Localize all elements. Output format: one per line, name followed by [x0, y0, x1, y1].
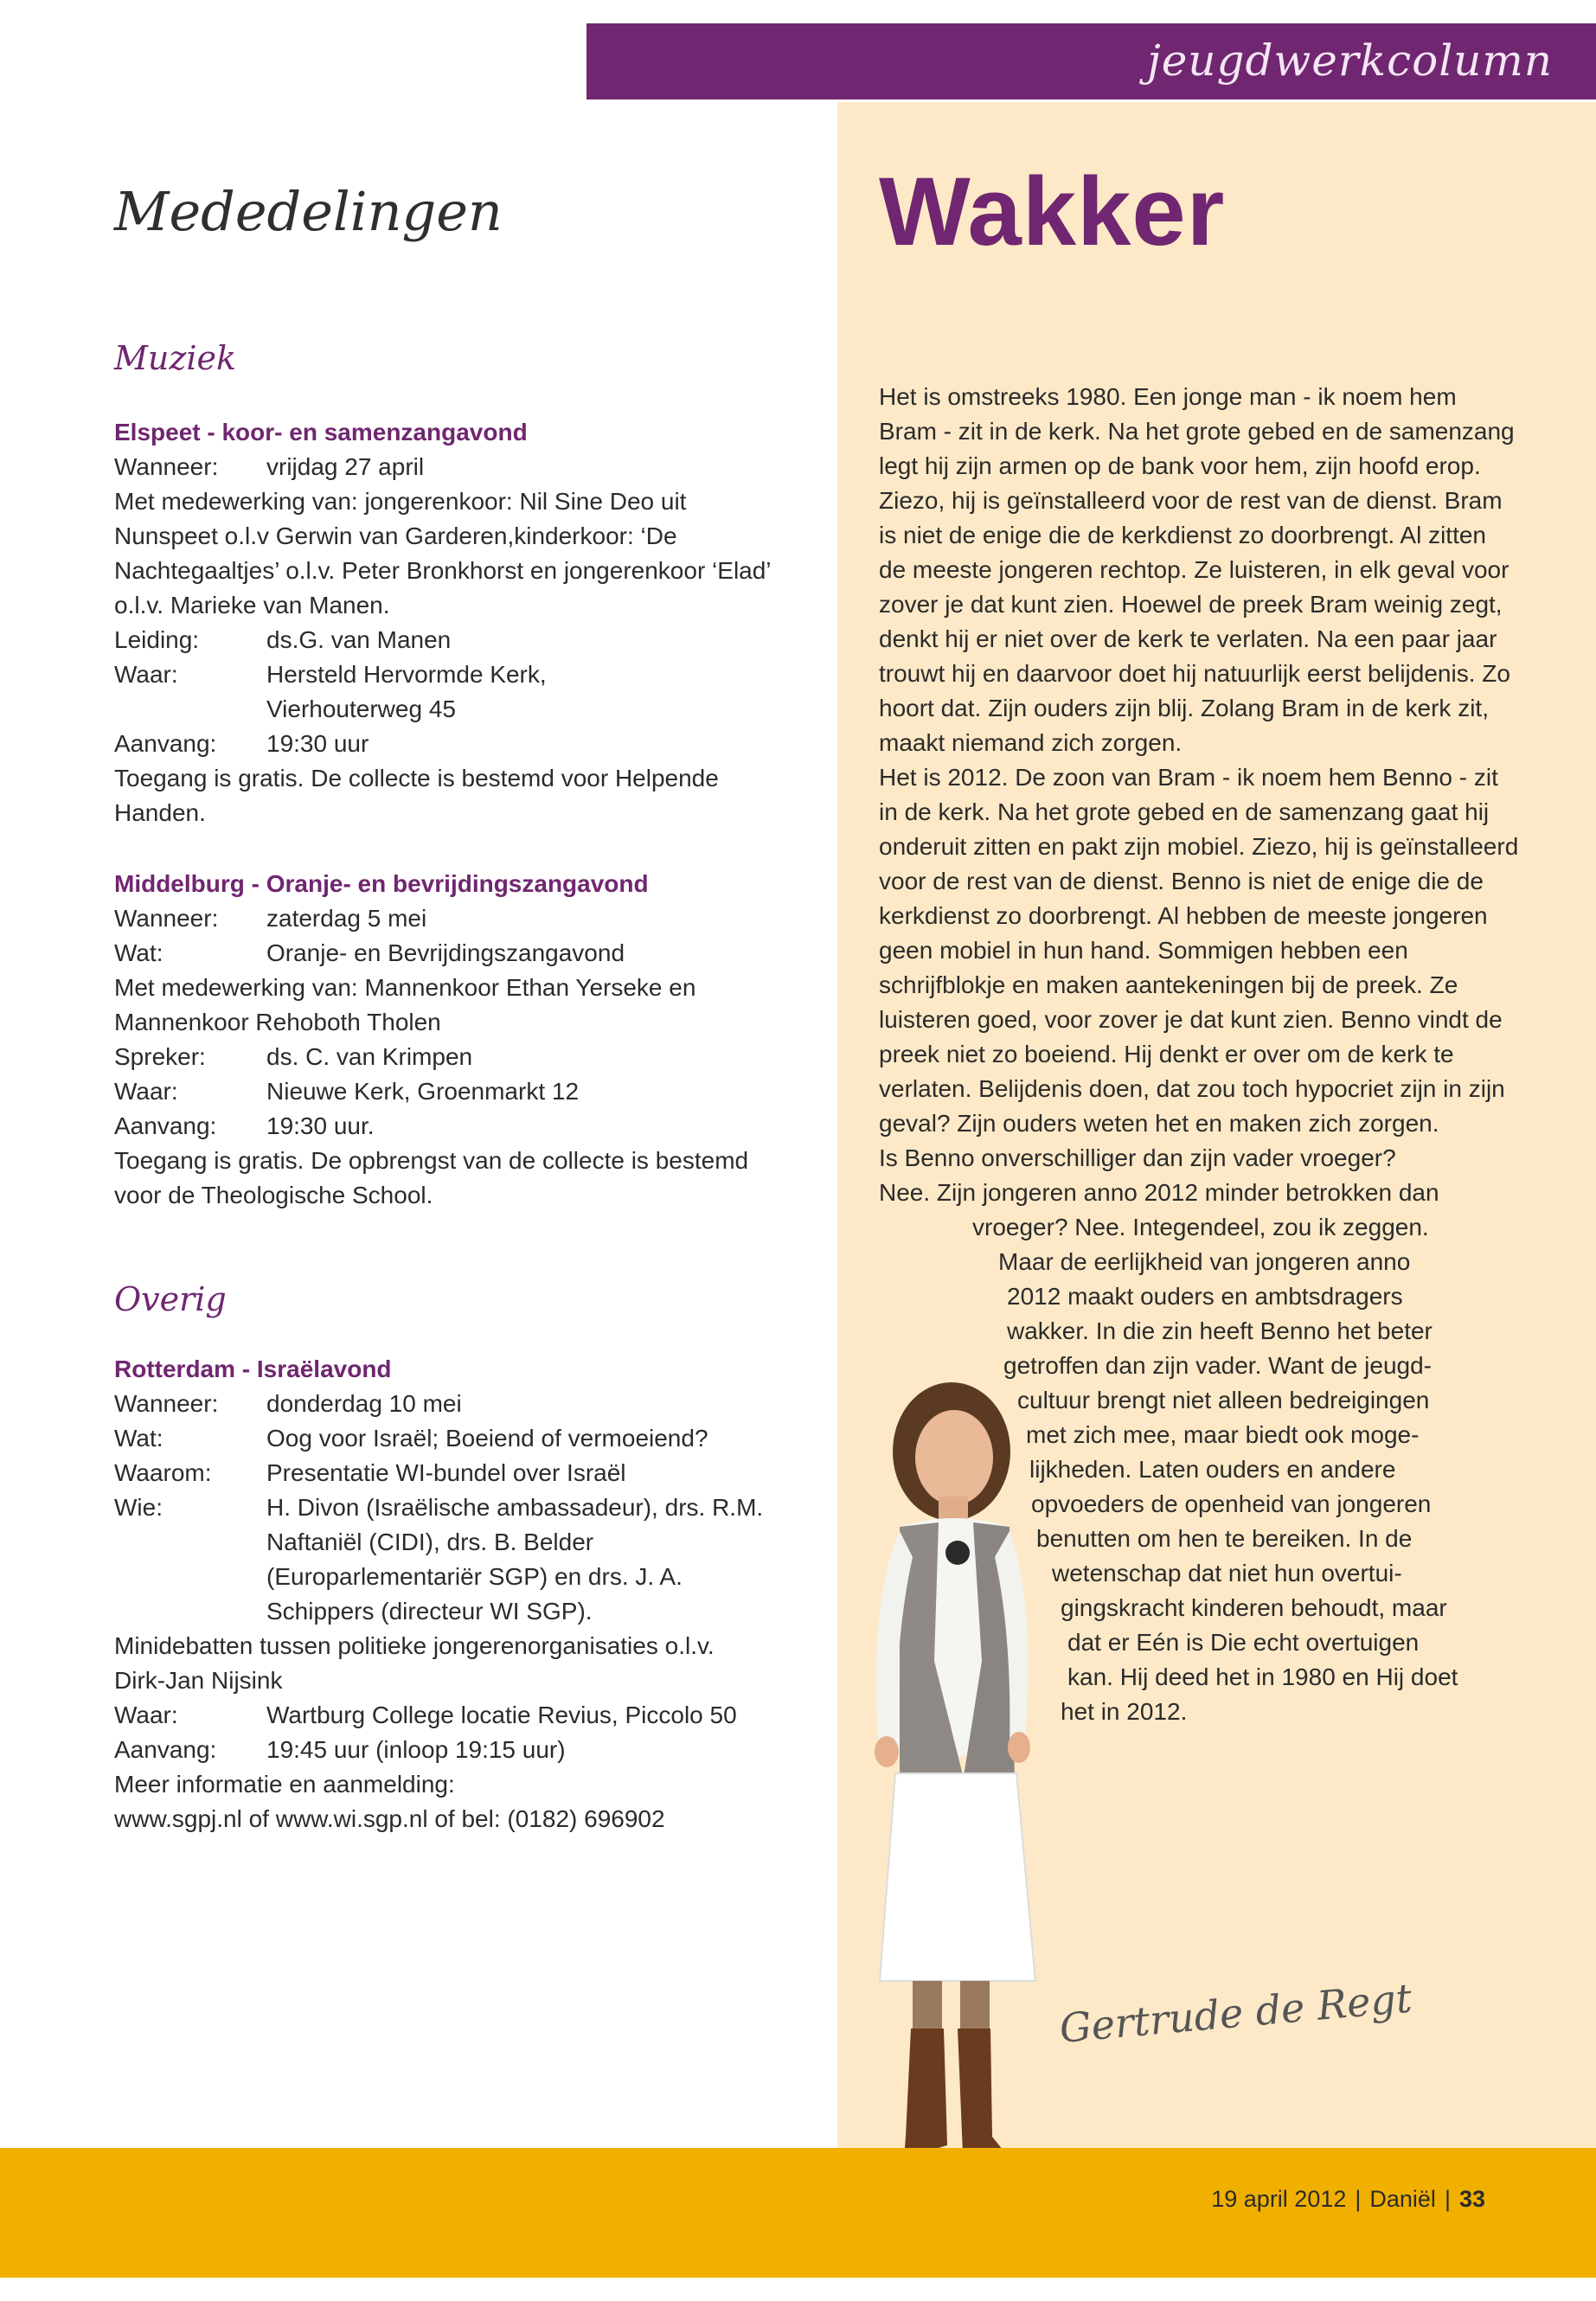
footer-bar	[0, 2148, 1596, 2278]
event-title: Middelburg - Oranje- en bevrijdingszangavond	[114, 870, 649, 897]
event-row: Wanneer: zaterdag 5 mei	[114, 905, 427, 932]
event-row: Wat: Oranje- en Bevrijdingszangavond	[114, 939, 625, 966]
article-paragraph: Het is omstreeks 1980. Een jonge man - ik noem hem Bram - zit in de kerk. Na het grote gebed en de samenzang legt hij zijn armen op de bank voor hem, zijn hoofd erop. Ziezo, hij is geïnstalleerd voor de rest van de dienst. Bram is niet de enige die de kerkdienst zo doorbrengt. Al zitten de meeste jongeren rechtop. Ze luisteren, in elk geval voor zover je dat kunt zien. Hoewel de preek Bram weinig zegt, denkt hij er niet over de kerk te verlaten. Na een paar jaar trouwt hij en daarvoor doet hij natuurlijk eerst belijdenis. Zo hoort dat. Zijn ouders zijn blij. Zolang Bram in de kerk zit, maakt niemand zich zorgen.	[879, 383, 1515, 756]
event-text: Toegang is gratis. De opbrengst van de collecte is bestemd voor de Theologische School.	[114, 1147, 749, 1208]
event-title: Rotterdam - Israëlavond	[114, 1356, 392, 1382]
event-row: Waar: Wartburg College locatie Revius, Piccolo 50	[114, 1702, 737, 1728]
event-text: Meer informatie en aanmelding:	[114, 1771, 455, 1798]
event-elspeet	[114, 415, 772, 830]
event-rotterdam	[114, 1352, 772, 1836]
event-row: Wanneer: donderdag 10 mei	[114, 1390, 462, 1417]
event-text: Minidebatten tussen politieke jongerenorganisaties o.l.v. Dirk-Jan Nijsink	[114, 1632, 715, 1694]
event-contact: www.sgpj.nl of www.wi.sgp.nl of bel: (0182) 696902	[114, 1805, 665, 1832]
event-row: Waar: Hersteld Hervormde Kerk, Vierhouterweg 45	[114, 661, 547, 722]
event-row: Waar: Nieuwe Kerk, Groenmarkt 12	[114, 1078, 580, 1105]
event-row: Wie: H. Divon (Israëlische ambassadeur), drs. R.M. Naftaniël (CIDI), drs. B. Belder (Europarlementariër SGP) en drs. J. A. Schippers (directeur WI SGP).	[114, 1494, 764, 1625]
article-paragraph: Het is 2012. De zoon van Bram - ik noem hem Benno - zit in de kerk. Na het grote gebed en de samenzang gaat hij onderuit zitten en pakt zijn mobiel. Ziezo, hij is geïnstalleerd voor de rest van de dienst. Benno is niet de enige die de kerkdienst zo doorbrengt. Al hebben de meeste jongeren geen mobiel in hun hand. Sommigen hebben een schrijfblokje en maken aantekeningen bij de preek. Ze luisteren goed, voor zover je dat kunt zien. Benno vindt de preek niet zo boeiend. Hij denkt er over om de kerk te verlaten. Belijdenis doen, dat zou toch hypocriet zijn in zijn geval? Zijn ouders weten het en maken zich zorgen.	[879, 764, 1519, 1137]
footer-magazine: Daniël	[1369, 2186, 1436, 2212]
announcements-title: Mededelingen	[114, 180, 503, 243]
event-row: Waarom: Presentatie WI-bundel over Israël	[114, 1459, 626, 1486]
event-row: Wanneer: vrijdag 27 april	[114, 453, 425, 480]
column-label: jeugdwerkcolumn	[1147, 35, 1553, 86]
event-text: Toegang is gratis. De collecte is bestemd voor Helpende Handen.	[114, 765, 719, 826]
page-number: 33	[1458, 2186, 1485, 2212]
article-closing-paragraph: Is Benno onverschilliger dan zijn vader vroeger? Nee. Zijn jongeren anno 2012 minder betrokken dan vroeger? Nee. Integendeel, zou ik zeggen. Maar de eerlijkheid van jongeren anno 2012 maakt ouders en ambtsdragers wakker. In die zin heeft Benno het beter getroffen dan zijn vader. Want de jeugd- cultuur brengt niet alleen bedreigingen met zich mee, maar biedt ook moge- lijkheden. Laten ouders en andere opvoeders de openheid van jongeren benutten om hen te bereiken. In de wetenschap dat niet hun overtui- gingskracht kinderen behoudt, maar dat er Eén is Die echt overtuigen kan. Hij deed het in 1980 en Hij doet het in 2012.	[879, 1144, 1458, 1725]
page-footer	[1211, 2186, 1485, 2213]
author-photo	[809, 1375, 1086, 2171]
event-middelburg	[114, 867, 772, 1213]
column-header-bar	[586, 23, 1596, 99]
footer-separator: |	[1355, 2186, 1362, 2212]
event-text: Met medewerking van: jongerenkoor: Nil Sine Deo uit Nunspeet o.l.v Gerwin van Garderen,kinderkoor: ‘De Nachtegaaltjes’ o.l.v. Peter Bronkhorst en jongerenkoor ‘Elad’ o.l.v. Marieke van Manen.	[114, 488, 771, 619]
event-row: Wat: Oog voor Israël; Boeiend of vermoeiend?	[114, 1425, 708, 1452]
event-row: Aanvang: 19:45 uur (inloop 19:15 uur)	[114, 1736, 566, 1763]
event-row: Leiding: ds.G. van Manen	[114, 626, 452, 653]
event-row: Aanvang: 19:30 uur.	[114, 1112, 375, 1139]
footer-date: 19 april 2012	[1211, 2186, 1347, 2212]
section-heading-muziek: Muziek	[114, 339, 237, 377]
event-row: Aanvang: 19:30 uur	[114, 730, 369, 757]
footer-separator: |	[1444, 2186, 1451, 2212]
event-title: Elspeet - koor- en samenzangavond	[114, 419, 528, 445]
event-text: Met medewerking van: Mannenkoor Ethan Yerseke en Mannenkoor Rehoboth Tholen	[114, 974, 696, 1035]
event-row: Spreker: ds. C. van Krimpen	[114, 1043, 473, 1070]
section-heading-overig: Overig	[114, 1280, 227, 1318]
article-title: Wakker	[879, 157, 1226, 266]
author-signature: Gertrude de Regt	[1057, 1974, 1414, 2052]
